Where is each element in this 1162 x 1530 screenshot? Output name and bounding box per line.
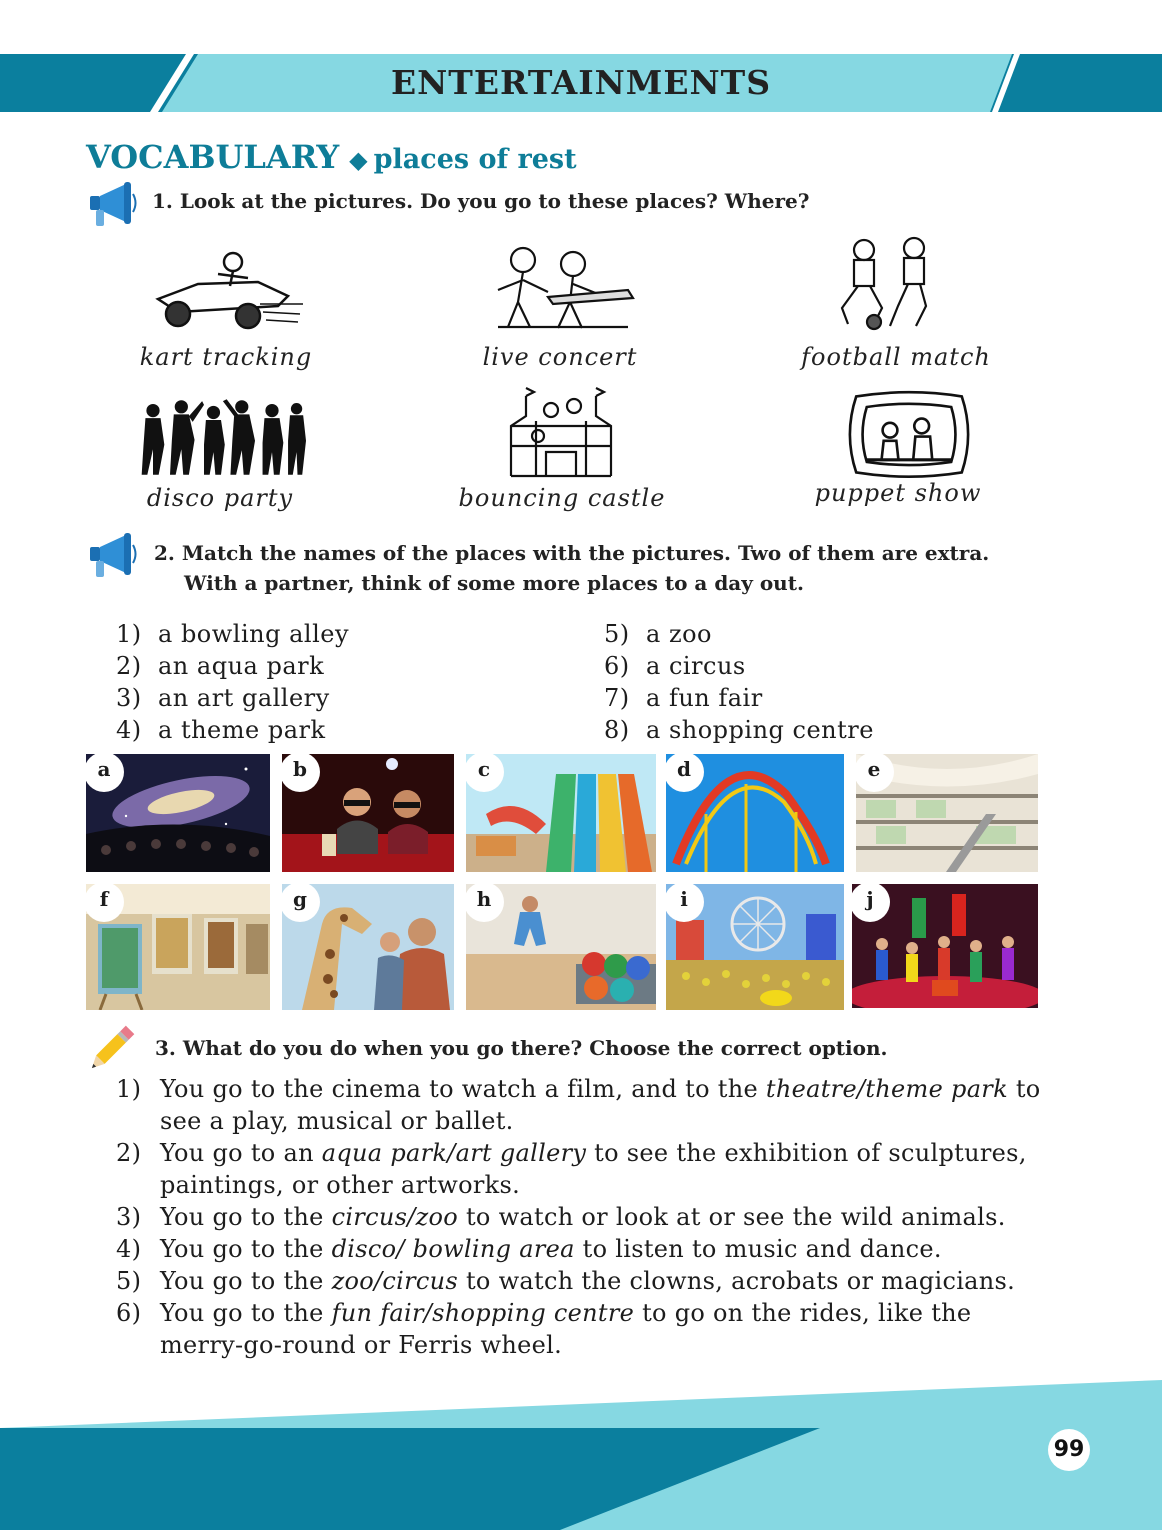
photo-b-cinema — [282, 754, 454, 872]
page-number: 99 — [1048, 1429, 1090, 1471]
concert-sketch-icon — [478, 242, 648, 337]
exercise3-list — [116, 1073, 1056, 1361]
option-choice: aqua park/art gallery — [321, 1139, 587, 1167]
caption-bouncing-castle: bouncing castle — [458, 484, 666, 512]
exercise3-instruction: 3. What do you do when you go there? Choose the correct option. — [155, 1036, 888, 1060]
option-choice: disco/ bowling area — [331, 1235, 575, 1263]
photo-letter: e — [856, 754, 894, 792]
photo-letter: g — [282, 884, 320, 922]
megaphone-icon — [88, 182, 138, 228]
kart-sketch-icon — [138, 244, 308, 339]
exercise3-item: 2) You go to an aqua park/art gallery to see the exhibition of sculptures, paintings, or other artworks. — [116, 1139, 1027, 1199]
photo-letter: c — [466, 754, 504, 792]
megaphone-icon — [88, 533, 138, 579]
list-item: 3) an art gallery — [116, 684, 330, 712]
puppet-show-sketch-icon — [824, 388, 994, 483]
list-item: 5) a zoo — [604, 620, 712, 648]
exercise3-item: 6) You go to the fun fair/shopping centre to go on the rides, like the merry-go-round or Ferris wheel. — [116, 1299, 972, 1359]
photo-letter: h — [466, 884, 504, 922]
option-choice: fun fair/shopping centre — [331, 1299, 635, 1327]
photo-d-roller-coaster — [666, 754, 844, 872]
page-title: ENTERTAINMENTS — [390, 63, 772, 102]
photo-c-water-slides — [466, 754, 656, 872]
photo-letter: j — [852, 884, 890, 922]
vocabulary-subtitle: places of rest — [373, 144, 577, 175]
photo-letter: d — [666, 754, 704, 792]
list-item: 7) a fun fair — [604, 684, 763, 712]
football-sketch-icon — [812, 236, 982, 331]
photo-letter: a — [86, 754, 124, 792]
caption-kart-tracking: kart tracking — [139, 343, 313, 371]
exercise3-item: 5) You go to the zoo/circus to watch the clowns, acrobats or magicians. — [116, 1267, 1016, 1295]
list-item: 2) an aqua park — [116, 652, 325, 680]
exercise3-item: 4) You go to the disco/ bowling area to listen to music and dance. — [116, 1235, 942, 1263]
exercise3-item: 3) You go to the circus/zoo to watch or look at or see the wild animals. — [116, 1203, 1006, 1231]
photo-letter: i — [666, 884, 704, 922]
photo-f-art-gallery — [86, 884, 270, 1010]
photo-h-bowling — [466, 884, 656, 1010]
pencil-icon — [86, 1024, 136, 1074]
caption-football-match: football match — [801, 343, 991, 371]
footer-banner — [0, 1380, 1162, 1530]
photo-j-circus — [852, 884, 1038, 1008]
photo-g-giraffe-zoo — [282, 884, 454, 1010]
list-item: 8) a shopping centre — [604, 716, 874, 744]
exercise1-instruction: 1. Look at the pictures. Do you go to these places? Where? — [152, 189, 810, 213]
caption-puppet-show: puppet show — [814, 479, 982, 507]
photo-i-fun-fair — [666, 884, 844, 1010]
diamond-icon: ◆ — [349, 146, 368, 174]
exercise3-item: 1) You go to the cinema to watch a film, and to the theatre/theme park to see a play, musical or ballet. — [116, 1075, 1041, 1135]
places-list-left — [116, 618, 349, 746]
option-choice: zoo/circus — [331, 1267, 459, 1295]
exercise2-instruction-line2: With a partner, think of some more places to a day out. — [184, 571, 804, 595]
vocabulary-title: VOCABULARY — [86, 138, 340, 176]
caption-live-concert: live concert — [482, 343, 638, 371]
list-item: 6) a circus — [604, 652, 746, 680]
castle-sketch-icon — [476, 386, 646, 481]
disco-sketch-icon — [136, 390, 306, 485]
photo-e-shopping-mall — [856, 754, 1038, 872]
list-item: 1) a bowling alley — [116, 620, 350, 648]
photo-letter: f — [86, 884, 124, 922]
option-choice: theatre/theme park — [765, 1075, 1008, 1103]
caption-disco-party: disco party — [146, 484, 294, 512]
option-choice: circus/zoo — [331, 1203, 459, 1231]
section-heading — [86, 138, 577, 176]
photo-a-planetarium — [86, 754, 270, 872]
list-item: 4) a theme park — [116, 716, 326, 744]
photo-letter: b — [282, 754, 320, 792]
exercise2-instruction-line1: 2. Match the names of the places with the pictures. Two of them are extra. — [154, 541, 990, 565]
places-list-right — [604, 618, 874, 746]
